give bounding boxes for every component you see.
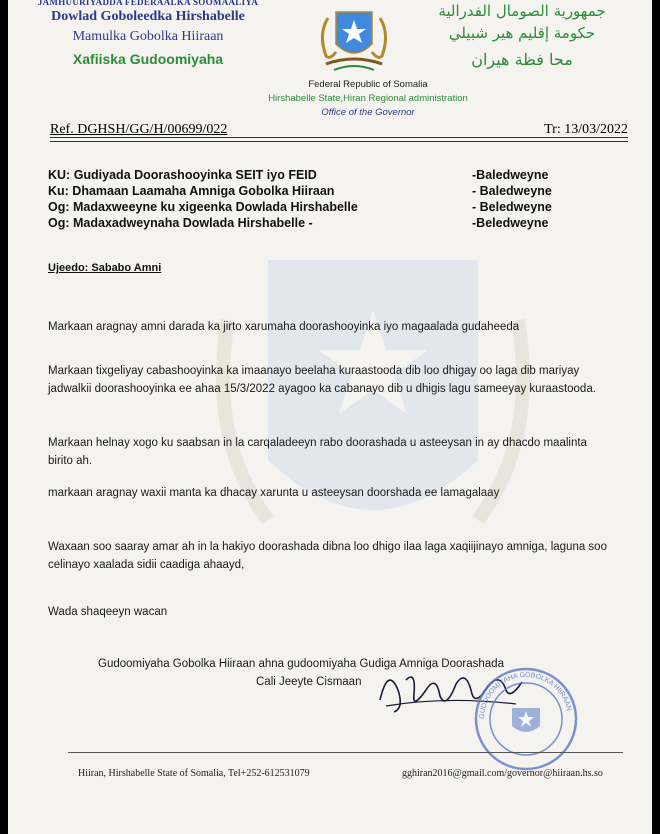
header-center-line3: Office of the Governor [321,107,415,118]
recipient-name: Og: Madaxweeyne ku xigeenka Dowlada Hirshabelle [48,200,358,214]
letter-date: Tr: 13/03/2022 [544,122,628,137]
recipient-city: - Beledweyne [472,200,552,214]
header-left-line0: JAMHUURIYADDA FEDERAALKA SOOMAALIYA [37,0,259,7]
header-right-line1: جمهورية الصومال الفدرالية [438,2,606,20]
header-left-line2: Mamulka Gobolka Hiiraan [72,29,224,44]
header-rule-1 [50,137,628,138]
reference-line [50,122,628,136]
recipient-city: -Beledweyne [472,216,549,230]
header-left-line1: Dowlad Goboleedka Hirshabelle [51,9,245,24]
recipient-name: Ku: Dhamaan Laamaha Amniga Gobolka Hiiraan [48,184,335,198]
body-paragraph: Waxaan soo saaray amar ah in la hakiyo doorashada dibna loo dhigo ilaa laga xaqiijinayo amniga, laguna soo celinayo xaalada sidii caadiga ahaayd, [48,541,607,571]
body-paragraph: Markaan helnay xogo ku saabsan in la carqaladeeyn rabo doorashada u asteeysan in ay dhacdo maalinta birito ah. [48,437,587,467]
header-center-line1: Federal Republic of Somalia [308,79,428,90]
recipient-name: Og: Madaxadweynaha Dowlada Hirshabelle - [48,216,313,230]
footer-rule [68,752,623,753]
signatory-title: Gudoomiyaha Gobolka Hiiraan ahna gudoomiyaha Gudiga Amniga Doorashada [98,658,504,670]
recipient-row [48,184,638,200]
coat-of-arms-icon [306,4,402,74]
header-center [208,78,528,120]
header-center-line2: Hirshabelle State,Hiran Regional administration [268,93,468,104]
official-stamp [466,664,586,774]
recipient-row [48,168,638,184]
recipient-row [48,216,638,232]
footer-email: gghiran2016@gmail.com/governor@hiiraan.hs.so [402,768,603,779]
header-left-line3: Xafiiska Gudoomiyaha [72,51,224,67]
recipient-row [48,200,638,216]
letter-sheet [8,0,652,834]
subject-line: Ujeedo: Sababo Amni [48,262,162,274]
body-paragraph: markaan aragnay waxii manta ka dhacay xarunta u asteeysan doorshada ee lamagalaay [48,487,500,499]
recipients-block [48,168,638,232]
recipient-name: KU: Gudiyada Doorashooyinka SEIT iyo FEID [48,168,317,182]
signatory-name: Cali Jeeyte Cismaan [256,676,362,688]
header-rule-2 [50,141,628,142]
recipient-city: -Baledweyne [472,168,549,182]
body-paragraph: Markaan aragnay amni darada ka jirto xarumaha doorashooyinka iyo magaalada gudaheeda [48,321,520,333]
header-right-line3: محا فظة هيران [471,50,573,69]
header-right-line2: حكومة إقليم هير شبيلي [448,24,596,42]
closing-line: Wada shaqeeyn wacan [48,606,168,618]
header-right [422,2,622,69]
stamp-text: GUDDOOMIYAHA GOBOLKA HIIRAAN [478,671,573,720]
footer-address: Hiiran, Hirshabelle State of Somalia, Tel+252-612531079 [78,768,310,779]
reference-number: Ref. DGHSH/GG/H/00699/022 [50,122,228,137]
recipient-city: - Baledweyne [472,184,552,198]
body-paragraph: Markaan tixgeliyay cabashooyinka ka imaanayo beelaha kuraastooda dib loo dhigay oo laga dib mariyay jadwalkii doorashooyinka ee ahaa 15/3/2022 ayagoo ka cabanayo dib u dhigis lagu sameeyay kuraastooda. [48,365,596,395]
header-left [28,0,268,67]
